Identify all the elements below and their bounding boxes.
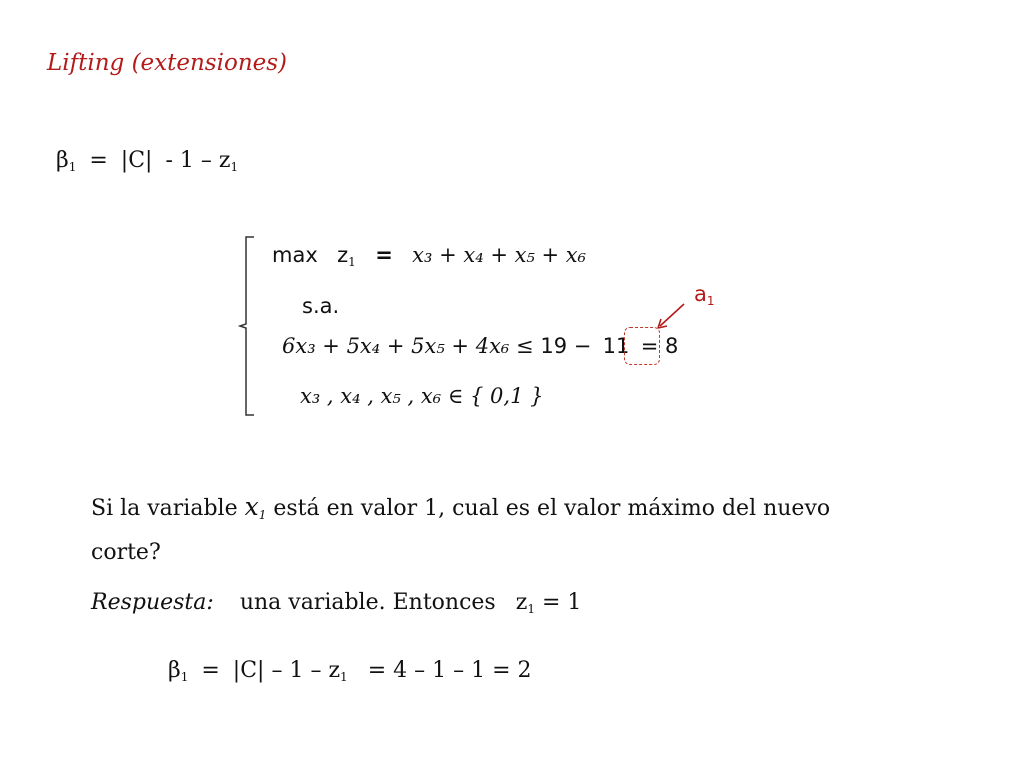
question-var: x bbox=[244, 492, 259, 521]
constraint-result: = 8 bbox=[640, 334, 679, 358]
slide-title: Lifting (extensiones) bbox=[47, 50, 288, 76]
beta-formula bbox=[56, 148, 238, 174]
final-beta: β bbox=[168, 658, 181, 683]
domain-row bbox=[300, 384, 544, 408]
final-z: z bbox=[328, 658, 341, 683]
subject-to-label: s.a. bbox=[302, 294, 340, 318]
annotation-sub: 1 bbox=[706, 294, 715, 308]
beta-symbol: β bbox=[56, 148, 69, 173]
final-equals: = bbox=[201, 658, 220, 683]
objective-terms: x₃ + x₄ + x₅ + x₆ bbox=[412, 243, 587, 267]
cover-cardinality: |C| bbox=[120, 148, 153, 173]
final-beta-sub: 1 bbox=[180, 670, 189, 684]
constraint-le: ≤ bbox=[516, 334, 534, 358]
final-formula bbox=[168, 658, 532, 684]
answer-value: = 1 bbox=[541, 590, 582, 615]
final-rest: – 1 – bbox=[271, 658, 322, 683]
question-after: está en valor 1, cual es el valor máximo del nuevo corte? bbox=[91, 496, 831, 565]
final-cardinality: |C| bbox=[232, 658, 265, 683]
final-result: = 4 – 1 – 1 = 2 bbox=[367, 658, 532, 683]
constraint-rhs: 19 − bbox=[540, 334, 592, 358]
answer-z-sub: 1 bbox=[527, 602, 535, 616]
objective-var: z bbox=[337, 243, 349, 267]
question-before: Si la variable bbox=[91, 496, 238, 521]
formula-rest: - 1 – bbox=[165, 148, 212, 173]
answer-z: z bbox=[515, 590, 528, 615]
z-variable: z bbox=[218, 148, 231, 173]
question-var-sub: 1 bbox=[258, 508, 267, 522]
question-text bbox=[91, 488, 871, 572]
answer-text: una variable. Entonces bbox=[239, 590, 496, 615]
domain-text: x₃ , x₄ , x₅ , x₆ ∈ { 0,1 } bbox=[300, 384, 544, 408]
objective-label: max bbox=[272, 243, 318, 267]
objective-sub: 1 bbox=[348, 255, 356, 269]
constraint-lhs: 6x₃ + 5x₄ + 5x₅ + 4x₆ bbox=[282, 334, 510, 358]
annotation-arrow-icon bbox=[650, 298, 700, 334]
beta-subscript: 1 bbox=[68, 160, 77, 174]
answer-label: Respuesta: bbox=[91, 590, 214, 615]
z-subscript: 1 bbox=[230, 160, 239, 174]
highlighted-coefficient: 11 bbox=[602, 334, 630, 358]
objective-row bbox=[272, 243, 586, 269]
equals-sign: = bbox=[89, 148, 108, 173]
objective-equals: = bbox=[375, 243, 393, 267]
final-z-sub: 1 bbox=[340, 670, 348, 684]
answer-row bbox=[91, 590, 581, 616]
constraint-row bbox=[282, 334, 678, 358]
annotation-var: a bbox=[694, 282, 707, 306]
model-brace bbox=[238, 236, 256, 416]
